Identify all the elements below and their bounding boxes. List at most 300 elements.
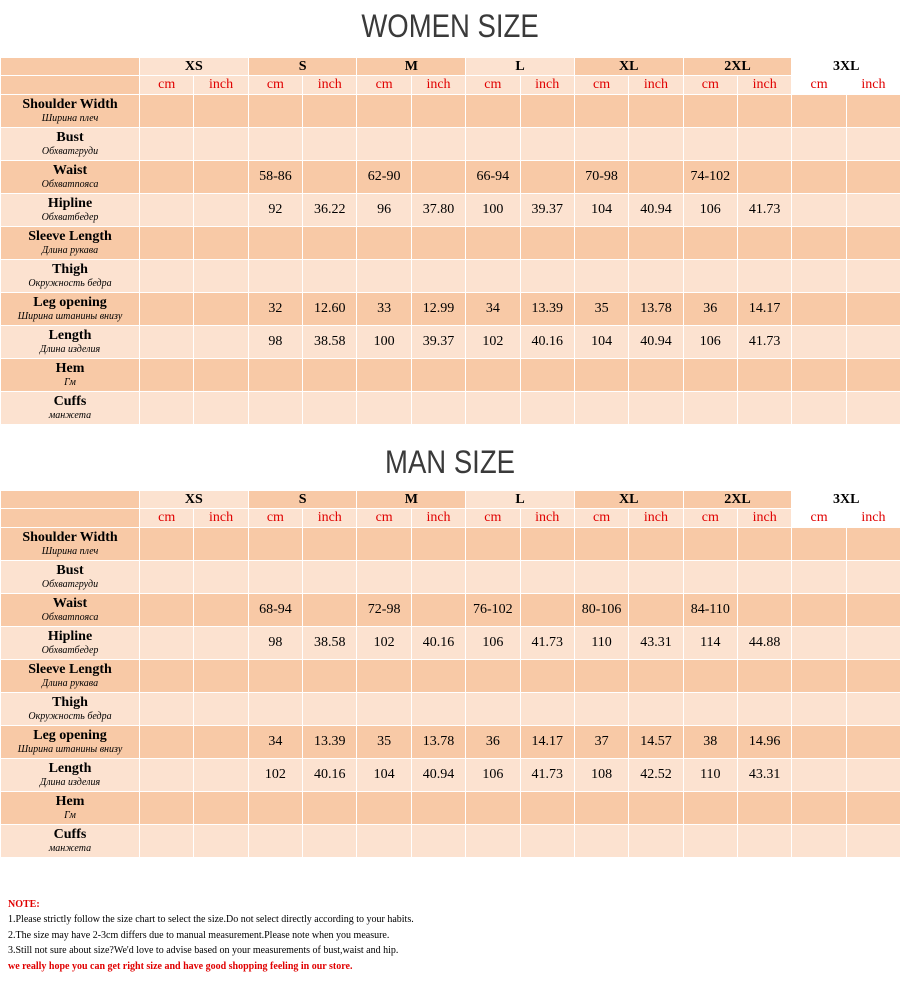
- row-label-ru: Ширина штанины внизу: [17, 743, 123, 755]
- row-label: [1, 260, 140, 293]
- value-cell: [737, 227, 791, 260]
- table-row: [1, 359, 900, 392]
- value-cell: [683, 825, 737, 858]
- value-cell: [520, 260, 574, 293]
- value-cell: [629, 693, 683, 726]
- value-cell: 72-98: [357, 594, 411, 627]
- value-cell: [629, 825, 683, 858]
- value-cell: [737, 528, 791, 561]
- value-cell: [629, 95, 683, 128]
- value-cell: [466, 792, 520, 825]
- value-cell: [140, 293, 194, 326]
- size-header-m: M: [357, 58, 466, 76]
- value-cell: [411, 392, 465, 425]
- unit-cell: cm: [683, 76, 737, 95]
- value-cell: 13.39: [303, 726, 357, 759]
- value-cell: [411, 128, 465, 161]
- unit-cell: cm: [792, 509, 846, 528]
- note-line-1: 1.Please strictly follow the size chart to select the size.Do not select directly according to your habits.: [8, 914, 414, 926]
- row-label: [1, 194, 140, 227]
- row-label-en: Shoulder Width: [22, 96, 118, 112]
- row-label-ru: Окружность бедра: [28, 710, 112, 722]
- value-cell: [792, 825, 846, 858]
- value-cell: 110: [683, 759, 737, 792]
- value-cell: [846, 194, 900, 227]
- value-cell: [683, 95, 737, 128]
- value-cell: [140, 660, 194, 693]
- value-cell: [574, 792, 628, 825]
- value-cell: 34: [248, 726, 302, 759]
- value-cell: 35: [574, 293, 628, 326]
- value-cell: [683, 528, 737, 561]
- size-header-xl: XL: [574, 491, 683, 509]
- row-label-ru: Гм: [64, 809, 76, 821]
- value-cell: 39.37: [520, 194, 574, 227]
- value-cell: [629, 260, 683, 293]
- value-cell: 106: [683, 326, 737, 359]
- row-label-en: Hem: [55, 360, 85, 376]
- value-cell: [574, 825, 628, 858]
- value-cell: [303, 161, 357, 194]
- unit-cell: cm: [357, 509, 411, 528]
- value-cell: 32: [248, 293, 302, 326]
- row-label-en: Sleeve Length: [28, 228, 112, 244]
- value-cell: [194, 693, 248, 726]
- value-cell: 40.94: [411, 759, 465, 792]
- value-cell: 36: [683, 293, 737, 326]
- value-cell: 40.16: [411, 627, 465, 660]
- value-cell: [140, 359, 194, 392]
- value-cell: [683, 260, 737, 293]
- value-cell: [846, 392, 900, 425]
- table-row: [1, 660, 900, 693]
- value-cell: [792, 95, 846, 128]
- value-cell: [520, 792, 574, 825]
- value-cell: 102: [357, 627, 411, 660]
- row-label-ru: Длина изделия: [39, 343, 101, 355]
- notes-block: [8, 897, 888, 974]
- row-label-ru: Гм: [64, 376, 76, 388]
- row-label-en: Length: [48, 327, 92, 343]
- value-cell: 70-98: [574, 161, 628, 194]
- women-size-table: [0, 57, 900, 425]
- value-cell: 98: [248, 627, 302, 660]
- value-cell: [629, 359, 683, 392]
- value-cell: [411, 660, 465, 693]
- row-label-ru: Обхватпояса: [41, 611, 99, 623]
- value-cell: 14.96: [737, 726, 791, 759]
- value-cell: [466, 227, 520, 260]
- value-cell: 96: [357, 194, 411, 227]
- value-cell: 36.22: [303, 194, 357, 227]
- value-cell: 92: [248, 194, 302, 227]
- value-cell: [792, 528, 846, 561]
- value-cell: [520, 528, 574, 561]
- value-cell: [303, 792, 357, 825]
- row-label: [1, 660, 140, 693]
- value-cell: [303, 825, 357, 858]
- value-cell: [357, 260, 411, 293]
- unit-cell: cm: [574, 76, 628, 95]
- value-cell: [466, 260, 520, 293]
- unit-cell: inch: [303, 76, 357, 95]
- value-cell: 37: [574, 726, 628, 759]
- value-cell: 14.17: [737, 293, 791, 326]
- value-cell: 36: [466, 726, 520, 759]
- value-cell: [466, 528, 520, 561]
- value-cell: [737, 392, 791, 425]
- row-label-ru: Обхватгруди: [41, 145, 99, 157]
- table-row: [1, 326, 900, 359]
- value-cell: [683, 392, 737, 425]
- value-cell: [194, 359, 248, 392]
- value-cell: [629, 792, 683, 825]
- value-cell: [629, 528, 683, 561]
- value-cell: [357, 128, 411, 161]
- value-cell: 34: [466, 293, 520, 326]
- row-label: [1, 392, 140, 425]
- row-label-en: Waist: [52, 162, 88, 178]
- unit-cell: inch: [629, 509, 683, 528]
- value-cell: [411, 561, 465, 594]
- row-label-ru: Длина рукава: [41, 244, 99, 256]
- value-cell: 40.94: [629, 326, 683, 359]
- row-label: [1, 693, 140, 726]
- note-heading: NOTE:: [8, 899, 40, 910]
- value-cell: [140, 726, 194, 759]
- value-cell: [357, 693, 411, 726]
- row-label-en: Bust: [56, 129, 84, 145]
- value-cell: [411, 825, 465, 858]
- value-cell: 43.31: [737, 759, 791, 792]
- value-cell: 106: [466, 627, 520, 660]
- value-cell: [357, 95, 411, 128]
- value-cell: [248, 825, 302, 858]
- value-cell: [792, 326, 846, 359]
- unit-cell: inch: [846, 509, 900, 528]
- value-cell: [846, 759, 900, 792]
- value-cell: [248, 359, 302, 392]
- unit-cell: inch: [194, 76, 248, 95]
- table-row: [1, 792, 900, 825]
- value-cell: [194, 528, 248, 561]
- value-cell: 14.17: [520, 726, 574, 759]
- value-cell: [194, 194, 248, 227]
- row-label-ru: Ширина штанины внизу: [17, 310, 123, 322]
- unit-cell: inch: [520, 76, 574, 95]
- value-cell: [737, 161, 791, 194]
- value-cell: [140, 161, 194, 194]
- value-cell: [140, 326, 194, 359]
- value-cell: [248, 260, 302, 293]
- value-cell: 84-110: [683, 594, 737, 627]
- value-cell: [303, 594, 357, 627]
- size-header-2xl: 2XL: [683, 491, 792, 509]
- row-label: [1, 293, 140, 326]
- value-cell: [629, 594, 683, 627]
- row-label-en: Leg opening: [33, 294, 107, 310]
- row-label-en: Thigh: [52, 261, 88, 277]
- table-row: [1, 392, 900, 425]
- row-label: [1, 792, 140, 825]
- value-cell: [140, 227, 194, 260]
- unit-cell: inch: [194, 509, 248, 528]
- unit-cell: cm: [357, 76, 411, 95]
- size-header-row: [1, 58, 900, 76]
- value-cell: 66-94: [466, 161, 520, 194]
- value-cell: [846, 260, 900, 293]
- value-cell: [411, 693, 465, 726]
- value-cell: [194, 260, 248, 293]
- size-header-row: [1, 491, 900, 509]
- corner-cell: [1, 58, 140, 76]
- unit-cell: cm: [683, 509, 737, 528]
- value-cell: 76-102: [466, 594, 520, 627]
- value-cell: [737, 260, 791, 293]
- value-cell: [411, 528, 465, 561]
- value-cell: 33: [357, 293, 411, 326]
- value-cell: [683, 792, 737, 825]
- size-header-s: S: [248, 491, 357, 509]
- value-cell: 110: [574, 627, 628, 660]
- value-cell: 38.58: [303, 326, 357, 359]
- unit-cell: cm: [248, 509, 302, 528]
- table-row: [1, 594, 900, 627]
- value-cell: [737, 359, 791, 392]
- value-cell: [140, 792, 194, 825]
- value-cell: [683, 660, 737, 693]
- value-cell: 39.37: [411, 326, 465, 359]
- row-label-ru: Обхватбедер: [41, 211, 99, 223]
- unit-cell: inch: [737, 76, 791, 95]
- size-header-s: S: [248, 58, 357, 76]
- table-row: [1, 561, 900, 594]
- value-cell: 41.73: [520, 759, 574, 792]
- size-header-3xl: 3XL: [792, 491, 900, 509]
- value-cell: [520, 660, 574, 693]
- value-cell: [737, 95, 791, 128]
- value-cell: [140, 693, 194, 726]
- value-cell: [248, 227, 302, 260]
- value-cell: [140, 627, 194, 660]
- value-cell: [792, 759, 846, 792]
- value-cell: [792, 726, 846, 759]
- value-cell: [737, 660, 791, 693]
- row-label-ru: манжета: [48, 409, 92, 421]
- value-cell: [520, 161, 574, 194]
- row-label-en: Sleeve Length: [28, 661, 112, 677]
- row-label-ru: Длина рукава: [41, 677, 99, 689]
- value-cell: [194, 161, 248, 194]
- row-label-ru: Ширина плеч: [41, 112, 99, 124]
- row-label-ru: Обхватгруди: [41, 578, 99, 590]
- value-cell: [629, 128, 683, 161]
- value-cell: [737, 561, 791, 594]
- row-label-en: Cuffs: [53, 393, 87, 409]
- row-label-ru: Обхватпояса: [41, 178, 99, 190]
- value-cell: [357, 561, 411, 594]
- value-cell: [357, 392, 411, 425]
- value-cell: [520, 693, 574, 726]
- value-cell: [140, 392, 194, 425]
- value-cell: [248, 392, 302, 425]
- table-row: [1, 227, 900, 260]
- value-cell: [248, 128, 302, 161]
- table-row: [1, 128, 900, 161]
- value-cell: [520, 392, 574, 425]
- unit-cell: inch: [629, 76, 683, 95]
- unit-cell: cm: [466, 509, 520, 528]
- value-cell: [303, 528, 357, 561]
- value-cell: [194, 293, 248, 326]
- man-size-title: MAN SIZE: [385, 444, 515, 480]
- value-cell: [466, 95, 520, 128]
- value-cell: [846, 227, 900, 260]
- value-cell: [574, 95, 628, 128]
- value-cell: [466, 693, 520, 726]
- value-cell: 44.88: [737, 627, 791, 660]
- value-cell: [629, 660, 683, 693]
- value-cell: [629, 561, 683, 594]
- value-cell: [357, 660, 411, 693]
- value-cell: [303, 660, 357, 693]
- value-cell: [520, 95, 574, 128]
- value-cell: [248, 561, 302, 594]
- size-header-xs: XS: [140, 491, 249, 509]
- value-cell: 104: [574, 326, 628, 359]
- value-cell: [683, 693, 737, 726]
- value-cell: [520, 359, 574, 392]
- value-cell: [466, 825, 520, 858]
- value-cell: 100: [466, 194, 520, 227]
- value-cell: [248, 693, 302, 726]
- table-row: [1, 161, 900, 194]
- value-cell: 38.58: [303, 627, 357, 660]
- value-cell: [194, 792, 248, 825]
- value-cell: [303, 359, 357, 392]
- table-row: [1, 825, 900, 858]
- value-cell: 13.39: [520, 293, 574, 326]
- value-cell: [466, 392, 520, 425]
- table-row: [1, 194, 900, 227]
- value-cell: [846, 693, 900, 726]
- value-cell: 106: [466, 759, 520, 792]
- value-cell: [248, 528, 302, 561]
- value-cell: [683, 561, 737, 594]
- size-header-xl: XL: [574, 58, 683, 76]
- unit-cell: cm: [140, 76, 194, 95]
- value-cell: 106: [683, 194, 737, 227]
- row-label-en: Thigh: [52, 694, 88, 710]
- row-label-ru: Обхватбедер: [41, 644, 99, 656]
- table-row: [1, 627, 900, 660]
- row-label: [1, 528, 140, 561]
- value-cell: [411, 95, 465, 128]
- unit-cell: inch: [303, 509, 357, 528]
- value-cell: [303, 260, 357, 293]
- value-cell: [737, 792, 791, 825]
- value-cell: 102: [248, 759, 302, 792]
- value-cell: [792, 161, 846, 194]
- value-cell: [140, 759, 194, 792]
- value-cell: [194, 326, 248, 359]
- value-cell: [846, 528, 900, 561]
- value-cell: [629, 161, 683, 194]
- value-cell: [466, 359, 520, 392]
- row-label: [1, 128, 140, 161]
- row-label-en: Shoulder Width: [22, 529, 118, 545]
- value-cell: 42.52: [629, 759, 683, 792]
- value-cell: 62-90: [357, 161, 411, 194]
- row-label: [1, 759, 140, 792]
- value-cell: [737, 594, 791, 627]
- row-label: [1, 227, 140, 260]
- value-cell: [846, 561, 900, 594]
- value-cell: [574, 227, 628, 260]
- unit-cell: inch: [737, 509, 791, 528]
- value-cell: [574, 392, 628, 425]
- women-size-title: WOMEN SIZE: [361, 8, 539, 44]
- value-cell: 104: [574, 194, 628, 227]
- value-cell: [303, 693, 357, 726]
- value-cell: [194, 594, 248, 627]
- unit-cell: inch: [411, 76, 465, 95]
- value-cell: [846, 326, 900, 359]
- note-line-2: 2.The size may have 2-3cm differs due to manual measurement.Please note when you measure.: [8, 929, 390, 941]
- note-line-3: 3.Still not sure about size?We'd love to advise based on your measurements of bust,waist and hip.: [8, 945, 399, 957]
- value-cell: [792, 128, 846, 161]
- value-cell: 41.73: [737, 326, 791, 359]
- row-label: [1, 359, 140, 392]
- row-label: [1, 825, 140, 858]
- row-label-ru: манжета: [48, 842, 92, 854]
- value-cell: 102: [466, 326, 520, 359]
- value-cell: [792, 392, 846, 425]
- value-cell: 41.73: [520, 627, 574, 660]
- value-cell: [194, 627, 248, 660]
- value-cell: [194, 561, 248, 594]
- value-cell: [194, 392, 248, 425]
- value-cell: [303, 95, 357, 128]
- value-cell: 40.94: [629, 194, 683, 227]
- value-cell: [411, 161, 465, 194]
- row-label-en: Bust: [56, 562, 84, 578]
- value-cell: [248, 792, 302, 825]
- value-cell: [140, 194, 194, 227]
- value-cell: [846, 660, 900, 693]
- value-cell: [466, 660, 520, 693]
- value-cell: [357, 227, 411, 260]
- table-row: [1, 528, 900, 561]
- value-cell: [194, 825, 248, 858]
- value-cell: 74-102: [683, 161, 737, 194]
- table-row: [1, 95, 900, 128]
- table-row: [1, 260, 900, 293]
- value-cell: [140, 128, 194, 161]
- value-cell: 14.57: [629, 726, 683, 759]
- value-cell: [574, 693, 628, 726]
- value-cell: [846, 627, 900, 660]
- value-cell: [792, 792, 846, 825]
- value-cell: 35: [357, 726, 411, 759]
- value-cell: [194, 227, 248, 260]
- value-cell: [792, 627, 846, 660]
- row-label: [1, 627, 140, 660]
- value-cell: 43.31: [629, 627, 683, 660]
- unit-cell: inch: [846, 76, 900, 95]
- value-cell: [792, 594, 846, 627]
- value-cell: [520, 561, 574, 594]
